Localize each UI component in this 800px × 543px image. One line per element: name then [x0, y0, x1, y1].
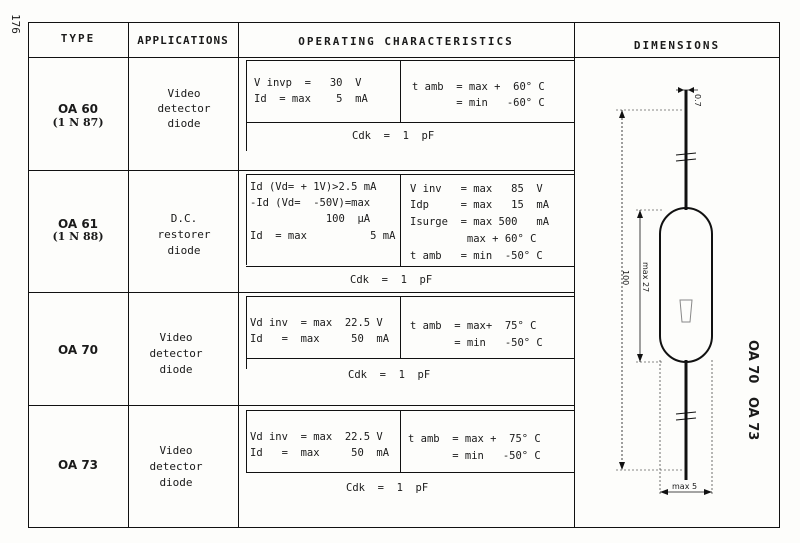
application-line: restorer: [157, 228, 211, 241]
page-number: 176: [9, 14, 22, 34]
oc-base-1: [246, 122, 574, 123]
col-divider-app: [238, 22, 239, 528]
oc-cdk: Cdk = 1 pF: [352, 130, 435, 142]
application-line: Video: [159, 331, 193, 344]
row-divider-2: [28, 292, 574, 293]
application-line: detector: [149, 460, 203, 473]
oc-split-3: [400, 296, 401, 358]
dimension-types-label: OA 70 OA 73: [745, 340, 760, 441]
oc-left-line: Vd inv = max 22.5 V: [250, 431, 383, 443]
oc-right-line: t amb = max + 60° C: [412, 81, 545, 93]
oc-left-line: V invp = 30 V: [254, 77, 362, 89]
application-line: diode: [167, 244, 201, 257]
oc-right-line: V inv = max 85 V: [410, 183, 543, 195]
header-applications: APPLICATIONS: [137, 34, 229, 47]
oc-base-3: [246, 358, 574, 359]
oc-left-line: Id (Vd= + 1V)>2.5 mA: [250, 181, 377, 193]
dim-label-100: 100: [621, 270, 630, 286]
oc-left-line: Id = max 50 mA: [250, 447, 390, 459]
oc-right-line: = min -60° C: [412, 97, 545, 109]
application-line: D.C.: [170, 212, 198, 225]
dim-label-diameter: max 5: [672, 482, 698, 491]
application-line: detector: [157, 102, 211, 115]
application-line: Video: [167, 87, 201, 100]
row-divider-1: [28, 170, 574, 171]
oc-left-line: -Id (Vd= -50V)=max: [250, 197, 371, 209]
header-dimensions: DIMENSIONS: [633, 39, 721, 52]
application-line: diode: [167, 117, 201, 130]
internal-whisker: [680, 300, 692, 322]
dim-label-body: max 27: [641, 262, 650, 293]
oc-cdk: Cdk = 1 pF: [350, 274, 433, 286]
dim-label-lead: 0.7: [693, 94, 702, 107]
application-line: detector: [149, 347, 203, 360]
oc-split-4: [400, 410, 401, 472]
header-divider: [28, 57, 780, 58]
type-name: OA 61: [57, 217, 99, 231]
oc-split-2: [400, 174, 401, 266]
oc-right-line: t amb = max+ 75° C: [410, 320, 537, 332]
diode-body: [660, 208, 712, 362]
oc-cdk: Cdk = 1 pF: [346, 482, 429, 494]
oc-base-4: [246, 472, 574, 473]
application-line: Video: [159, 444, 193, 457]
header-operating: OPERATING CHARACTERISTICS: [298, 35, 514, 48]
oc-cdk: Cdk = 1 pF: [348, 369, 431, 381]
oc-right-line: t amb = min -50° C: [410, 250, 543, 262]
type-subname: (1 N 88): [52, 230, 104, 243]
oc-split-1: [400, 60, 401, 122]
oc-right-line: = min -50° C: [410, 337, 543, 349]
oc-right-line: t amb = max + 75° C: [408, 433, 541, 445]
type-name: OA 70: [57, 343, 99, 357]
oc-left-line: Id = max 5 mA: [254, 93, 368, 105]
oc-left-line: Id = max 50 mA: [250, 333, 390, 345]
type-subname: (1 N 87): [52, 116, 104, 129]
header-type: TYPE: [60, 32, 96, 45]
diode-dimension-drawing: [576, 60, 776, 520]
row-divider-3: [28, 405, 574, 406]
oc-right-line: Isurge = max 500 mA: [410, 216, 550, 228]
oc-base-2: [246, 266, 574, 267]
type-name: OA 60: [57, 102, 99, 116]
application-line: diode: [159, 363, 193, 376]
application-line: diode: [159, 476, 193, 489]
oc-right-line: Idp = max 15 mA: [410, 199, 550, 211]
oc-left-line: Id = max 5 mA: [250, 230, 396, 242]
oc-left-line: Vd inv = max 22.5 V: [250, 317, 383, 329]
oc-left-line: 100 μA: [250, 213, 371, 225]
type-name: OA 73: [57, 458, 99, 472]
oc-right-line: = min -50° C: [408, 450, 541, 462]
oc-right-line: max + 60° C: [410, 233, 537, 245]
